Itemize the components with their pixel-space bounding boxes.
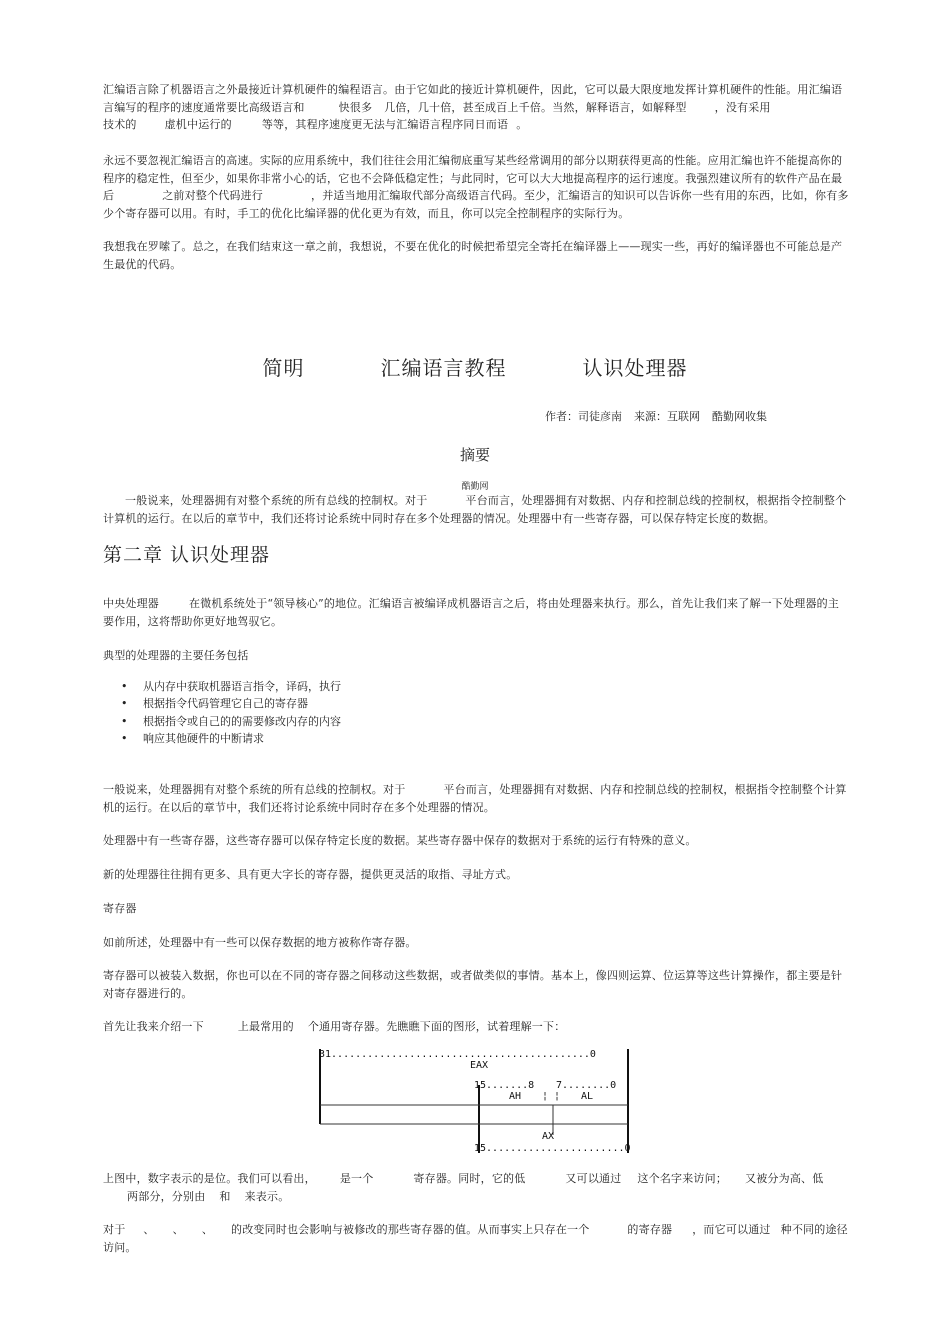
text: 对于	[103, 1223, 126, 1236]
source: 来源：互联网	[634, 410, 700, 423]
general-registers-intro	[103, 1018, 850, 1036]
list-item: • 根据指令代码管理它自己的寄存器	[103, 695, 341, 712]
text: 虚机中运行的	[164, 118, 232, 131]
ah-al-separator: ¦ ¦	[542, 1091, 561, 1102]
text: 上图中，数字表示的是位。我们可以看出，	[103, 1172, 316, 1185]
text: 一般说来，处理器拥有对整个系统的所有总线的控制权。对于	[103, 783, 406, 796]
text: 是一个	[339, 1172, 374, 1185]
abstract-source: 酷勤网	[461, 482, 489, 492]
text: 上最常用的	[237, 1020, 294, 1033]
text: 两部分，分别由	[127, 1189, 206, 1203]
text: 我想我在罗嗦了。总之，在我们结束这一章之前，我想说，不要在优化的时候把希望完全寄托在编译器上——现实一些，再好的编译器也不可能总是产生最优的代码。	[103, 240, 843, 271]
list-item: • 从内存中获取机器语言指令，译码，执行	[103, 678, 341, 695]
text: 。	[516, 118, 528, 131]
title-part-2: 汇编语言教程	[380, 356, 507, 380]
text: 技术的	[103, 118, 137, 131]
ah-label: AH	[509, 1091, 522, 1102]
text: 平台而言，处理器拥有对数据、内存和控制总线的控制权，根据指令控制整个计算机的运行。在以后的章节中，我们还将讨论系统中同时存在多个处理器的情况。	[103, 783, 847, 814]
text: 、	[172, 1223, 184, 1236]
text: 又被分为高、低	[745, 1172, 824, 1185]
al-bit-ruler: 7........0	[556, 1080, 617, 1091]
text: ，并适当地用汇编取代部分高级语言代码。至少，汇编语言的知识可以告诉你一些有用的东西，比如，你有多少个寄存器可以用。有时，手工的优化比编译器的优化更为有效，而且，你可以完全控制程序的实际行为。	[103, 189, 849, 220]
title-part-3: 认识处理器	[582, 356, 688, 380]
ax-bit-ruler: 15.......................0	[474, 1143, 631, 1154]
text: 和	[219, 1189, 231, 1203]
list-item: • 响应其他硬件的中断请求	[103, 730, 341, 747]
text: 一般说来，处理器拥有对整个系统的所有总线的控制权。对于	[125, 494, 428, 507]
text: 平台而言，处理器拥有对数据、内存和控制总线的控制权，根据指令控制整个计算机的运行。在以后的章节中，我们还将讨论系统中同时存在多个处理器的情况。处理器中有一些寄存器，可以保存特定长度的数据。	[103, 494, 847, 525]
new-processors: 新的处理器往往拥有更多、具有更大字长的寄存器，提供更灵活的取指、寻址方式。	[103, 868, 518, 881]
control-paragraph	[103, 781, 850, 816]
text: 快很多	[338, 100, 373, 114]
eax-bit-ruler: 31...........................................0	[319, 1049, 596, 1060]
abstract-text	[103, 492, 850, 527]
registers-operations: 寄存器可以被装入数据，你也可以在不同的寄存器之间移动这些数据，或者做类似的事情。基本上，像四则运算、位运算等这些计算操作，都主要是针对寄存器进行的。	[103, 969, 843, 1000]
chapter-heading: 第二章 认识处理器	[103, 544, 271, 566]
cpu-paragraph	[103, 595, 850, 630]
text: 等等，其程序速度更无法与汇编语言程序同日而语	[261, 118, 509, 131]
text: 、	[143, 1223, 155, 1236]
abstract-heading: 摘要	[459, 446, 490, 464]
author-name: 作者：司徒彦南	[545, 410, 622, 423]
title-part-1: 简明	[262, 356, 305, 380]
text: 又可以通过	[565, 1172, 622, 1185]
article-title	[0, 352, 950, 381]
author-line	[545, 408, 779, 424]
text: 、	[201, 1223, 214, 1236]
text: 在微机系统处于“领导核心”的地位。汇编语言被编译成机器语言之后，将由处理器来执行。那么，首先让我们来了解一下处理器的主要作用，这将帮助你更好地驾驭它。	[103, 597, 840, 628]
text: 种不同的途径访问。	[103, 1223, 848, 1254]
after-figure-paragraph	[103, 1170, 850, 1205]
tasks-intro: 典型的处理器的主要任务包括	[103, 649, 249, 662]
text: 永远不要忽视汇编语言的高速。实际的应用系统中，我们往往会用汇编彻底重写某些经常调用的部分以期获得更高的性能。应用汇编也许不能提高你的程序的稳定性，但至少，如果你非常小心的话，它也不会降低稳定性；与此同时，它可以大大地提高程序的运行速度。我强烈建议所有的软件产品在最后	[103, 154, 843, 202]
text: 这个名字来访问；	[637, 1172, 728, 1185]
list-item: • 根据指令或自己的的需要修改内存的内容	[103, 713, 341, 730]
collector: 酷勤网收集	[712, 410, 767, 423]
registers-intro: 处理器中有一些寄存器，这些寄存器可以保存特定长度的数据。某些寄存器中保存的数据对于系统的运行有特殊的意义。	[103, 834, 697, 847]
ax-label: AX	[542, 1131, 555, 1142]
text: 个通用寄存器。先瞧瞧下面的图形，试着理解一下：	[307, 1020, 566, 1033]
text: 汇编语言除了机器语言之外最接近计算机硬件的编程语言。由于它如此的接近计算机硬件，因此，它可以最大限度地发挥计算机硬件的性能。用汇编语言编写的程序的速度通常要比高级语言和	[103, 83, 843, 114]
registers-heading: 寄存器	[103, 902, 137, 915]
text: 寄存器。同时，它的低	[413, 1172, 526, 1185]
eax-label: EAX	[470, 1060, 489, 1071]
ah-bit-ruler: 15.......8	[474, 1080, 535, 1091]
last-paragraph	[103, 1221, 850, 1256]
text: 来表示。	[244, 1189, 290, 1203]
text: 之前对整个代码进行	[162, 189, 264, 202]
registers-definition: 如前所述，处理器中有一些可以保存数据的地方被称作寄存器。	[103, 936, 417, 949]
intro-paragraph-3	[103, 238, 850, 273]
text: 中央处理器	[103, 597, 159, 610]
intro-paragraph-1	[103, 81, 850, 134]
text: 的改变同时也会影响与被修改的那些寄存器的值。从而事实上只存在一个	[231, 1223, 590, 1236]
text: 的寄存器	[627, 1223, 673, 1236]
eax-register-diagram	[317, 1047, 633, 1155]
tasks-list	[103, 678, 341, 747]
text: ，没有采用	[714, 100, 771, 114]
text: 几倍，几十倍，甚至成百上千倍。当然，解释语言，如解释型	[384, 100, 687, 114]
text: ，而它可以通过	[692, 1223, 771, 1236]
text: 首先让我来介绍一下	[103, 1020, 204, 1033]
intro-paragraph-2	[103, 152, 850, 222]
al-label: AL	[581, 1091, 594, 1102]
